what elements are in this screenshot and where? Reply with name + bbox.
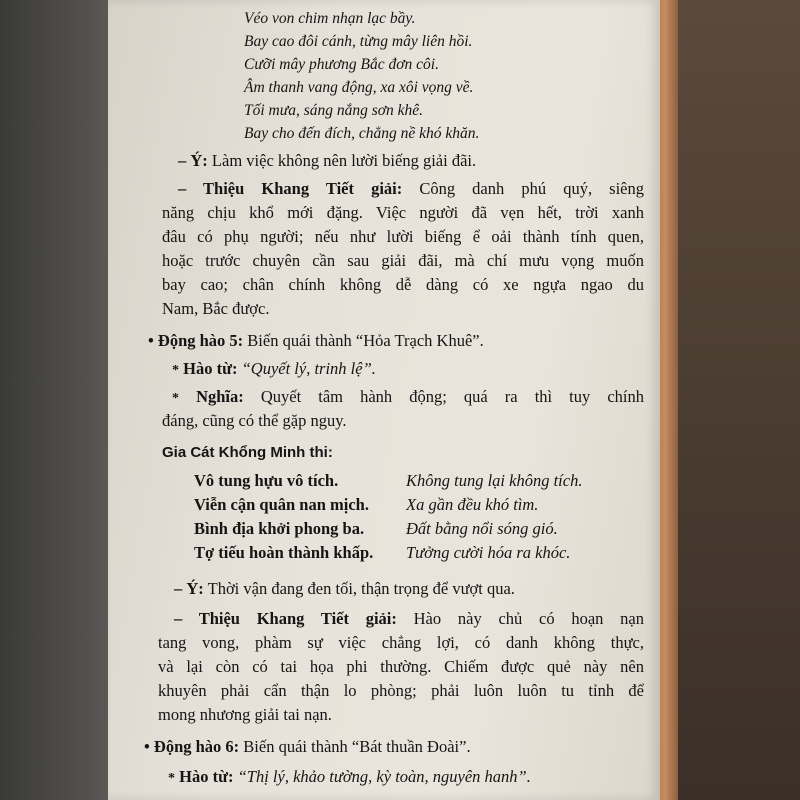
- line-statement-text: “Quyết lý, trinh lệ”.: [237, 359, 376, 378]
- commentary-1-line: hoặc trước chuyên cần sau giải đãi, mà chí mưu vọng muốn: [162, 251, 644, 270]
- meaning-2: [174, 578, 515, 599]
- poem1-line: Cưỡi mây phương Bắc đơn côi.: [244, 56, 439, 73]
- commentary-2-line: tang vong, phàm sự việc chẳng lợi, có danh không thực,: [158, 633, 644, 652]
- commentary-1-first: [178, 178, 644, 199]
- line-statement-text: “Thị lý, khảo tường, kỳ toàn, nguyên hanh”.: [233, 767, 531, 786]
- line-statement-6: [168, 766, 531, 789]
- commentary-2-line: và lại còn có tai họa phi thường. Chiếm được quẻ này nên: [158, 657, 644, 676]
- meaning-label: – Ý:: [174, 579, 204, 598]
- star-icon: *: [172, 363, 179, 378]
- book-page: [108, 0, 660, 800]
- moving-line-6: [144, 736, 471, 757]
- meaning-1: [178, 150, 476, 171]
- line-statement-label: Hào từ:: [183, 359, 238, 378]
- meaning-text: Quyết tâm hành động; quá ra thì tuy chính: [243, 387, 645, 406]
- poem2-right: Không tung lại không tích.: [406, 471, 583, 490]
- poem1-line: Âm thanh vang động, xa xôi vọng về.: [244, 79, 474, 96]
- commentary-text: Công danh phú quý, siêng: [402, 179, 644, 198]
- commentary-text: Hào này chủ có hoạn nạn: [396, 609, 644, 628]
- poem2-left: Vô tung hựu vô tích.: [194, 471, 339, 490]
- background-right: [670, 0, 800, 800]
- meaning-5-first: [172, 386, 644, 409]
- commentary-2-line: mong nhương giải tai nạn.: [158, 705, 332, 724]
- poem2-left: Tợ tiếu hoàn thành khấp.: [194, 543, 374, 562]
- poem2-right: Xa gần đều khó tìm.: [406, 495, 539, 514]
- bullet-icon: •: [144, 737, 150, 756]
- commentary-1-line: Nam, Bắc được.: [162, 299, 270, 318]
- moving-line-text: Biến quái thành “Bát thuần Đoài”.: [239, 737, 471, 756]
- poem2-left: Viễn cận quân nan mịch.: [194, 495, 369, 514]
- commentary-label: – Thiệu Khang Tiết giải:: [174, 609, 397, 628]
- poem1-line: Véo von chim nhạn lạc bầy.: [244, 10, 416, 27]
- commentary-2-first: [174, 608, 644, 629]
- meaning-label: Nghĩa:: [196, 387, 244, 406]
- meaning-5-line2: đáng, cũng có thể gặp nguy.: [162, 411, 347, 430]
- poem1-line: Bay cao đôi cánh, từng mây liên hồi.: [244, 33, 473, 50]
- poem1-line: Bay cho đến đích, chẳng nề khó khăn.: [244, 125, 480, 142]
- poem2-right: Tưởng cười hóa ra khóc.: [406, 543, 571, 562]
- meaning-label: – Ý:: [178, 151, 208, 170]
- line-statement-5: [172, 358, 376, 381]
- moving-line-text: Biến quái thành “Hỏa Trạch Khuê”.: [243, 331, 484, 350]
- commentary-label: – Thiệu Khang Tiết giải:: [178, 179, 403, 198]
- star-icon: *: [168, 771, 175, 786]
- meaning-text: Làm việc không nên lười biếng giải đãi.: [207, 151, 477, 170]
- poem2-left: Bình địa khởi phong ba.: [194, 519, 365, 538]
- moving-line-label: Động hào 5:: [157, 331, 244, 350]
- moving-line-5: [148, 330, 484, 351]
- star-icon: *: [172, 391, 179, 406]
- commentary-1-line: bay cao; chân chính không dễ dàng có xe ngựa ngao du: [162, 275, 644, 294]
- poem2-right: Đất bằng nổi sóng gió.: [406, 519, 558, 538]
- meaning-text: Thời vận đang đen tối, thận trọng để vượt qua.: [203, 579, 515, 598]
- bullet-icon: •: [148, 331, 154, 350]
- commentary-1-line: đâu có phụ người; nếu như lười biếng ể oải thành tính quen,: [162, 227, 644, 246]
- moving-line-label: Động hào 6:: [153, 737, 240, 756]
- poem-title: Gia Cát Khổng Minh thi:: [162, 444, 333, 461]
- commentary-2-line: khuyên phải cẩn thận lo phòng; phải luôn luôn tu tỉnh để: [158, 681, 644, 700]
- poem1-line: Tối mưa, sáng nắng sơn khê.: [244, 102, 424, 119]
- line-statement-label: Hào từ:: [179, 767, 234, 786]
- commentary-1-line: năng chịu khổ mới đặng. Việc người đã vẹn hết, trời xanh: [162, 203, 644, 222]
